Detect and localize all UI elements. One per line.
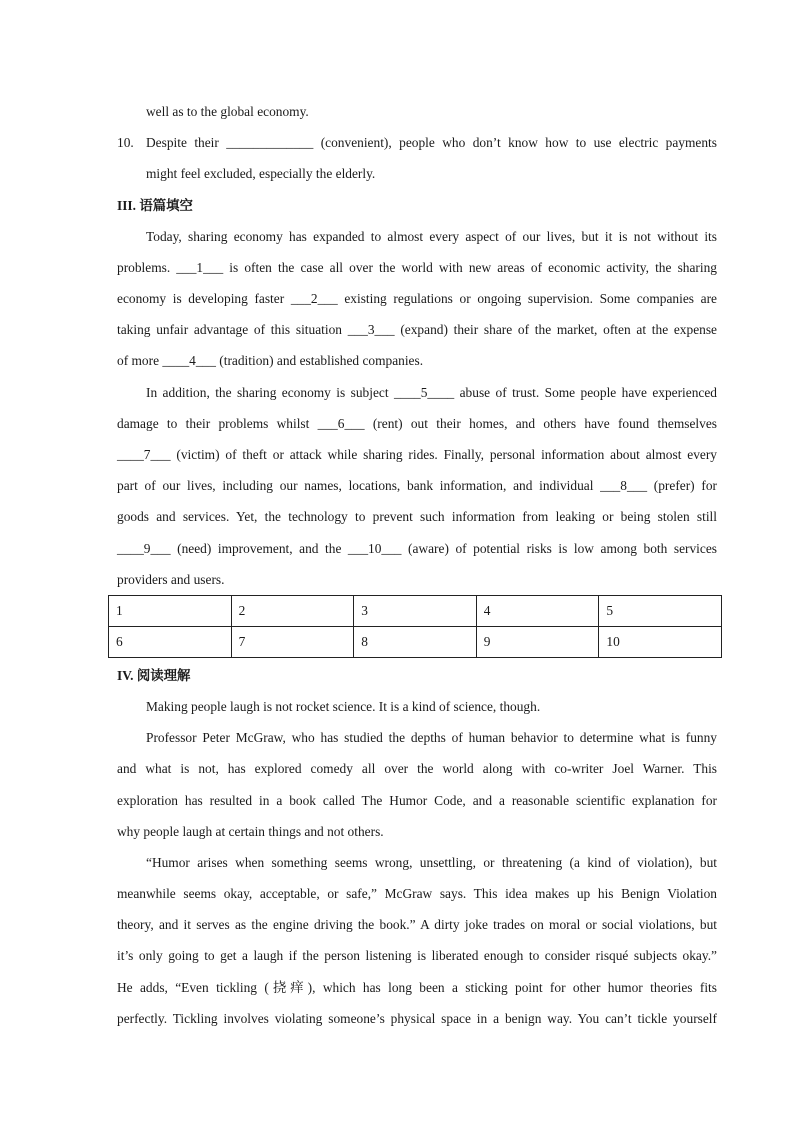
paragraph-line: problems. ___1___ is often the case all over the world with new areas of economic activity, the sharing xyxy=(117,260,717,275)
section-3-heading: III. 语篇填空 xyxy=(117,198,193,213)
paragraph-line: meanwhile seems okay, acceptable, or safe,” McGraw says. This idea makes up his Benign Violation xyxy=(117,886,717,901)
answer-cell[interactable]: 3 xyxy=(354,596,477,627)
paragraph-line: theory, and it serves as the engine driving the book.” A dirty joke trades on moral or social violations, but xyxy=(117,917,717,932)
paragraph-line: economy is developing faster ___2___ existing regulations or ongoing supervision. Some companies are xyxy=(117,291,717,306)
section-4-heading: IV. 阅读理解 xyxy=(117,668,191,683)
paragraph-line: and what is not, has explored comedy all over the world along with co-writer Joel Warner. This xyxy=(117,761,717,776)
paragraph-line: Today, sharing economy has expanded to almost every aspect of our lives, but it is not without its xyxy=(146,229,717,244)
paragraph-line: taking unfair advantage of this situation ___3___ (expand) their share of the market, often at the expense xyxy=(117,322,717,337)
paragraph-line: exploration has resulted in a book called The Humor Code, and a reasonable scientific explanation for xyxy=(117,793,717,808)
answer-cell[interactable]: 9 xyxy=(476,627,599,658)
paragraph-line: Professor Peter McGraw, who has studied the depths of human behavior to determine what is funny xyxy=(146,730,717,745)
answer-cell[interactable]: 5 xyxy=(599,596,722,627)
paragraph-line: providers and users. xyxy=(117,572,225,587)
answer-cell[interactable]: 8 xyxy=(354,627,477,658)
answer-table xyxy=(108,595,722,658)
answer-cell[interactable]: 6 xyxy=(109,627,232,658)
item-10-line-2: might feel excluded, especially the elderly. xyxy=(146,166,376,181)
table-row xyxy=(109,627,722,658)
paragraph-line: “Humor arises when something seems wrong, unsettling, or threatening (a kind of violation), but xyxy=(146,855,717,870)
paragraph-line: of more ____4___ (tradition) and established companies. xyxy=(117,353,424,368)
table-row xyxy=(109,596,722,627)
answer-cell[interactable]: 2 xyxy=(231,596,354,627)
item-9-continuation: well as to the global economy. xyxy=(146,104,309,119)
paragraph-line: He adds, “Even tickling (挠痒), which has long been a sticking point for other humor theories fits xyxy=(117,980,717,995)
paragraph-line: ____9___ (need) improvement, and the ___10___ (aware) of potential risks is low among both services xyxy=(117,541,717,556)
paragraph-line: Making people laugh is not rocket science. It is a kind of science, though. xyxy=(146,699,541,714)
paragraph-line: it’s only going to get a laugh if the person listening is liberated enough to consider risqué subjects okay.” xyxy=(117,948,717,963)
answer-cell[interactable]: 7 xyxy=(231,627,354,658)
paragraph-line: damage to their problems whilst ___6___ (rent) out their homes, and others have found themselves xyxy=(117,416,717,431)
answer-cell[interactable]: 10 xyxy=(599,627,722,658)
item-10-line-1: Despite their _____________ (convenient), people who don’t know how to use electric payments xyxy=(146,135,717,150)
paragraph-line: goods and services. Yet, the technology to prevent such information from leaking or being stolen still xyxy=(117,509,717,524)
paragraph-line: part of our lives, including our names, locations, bank information, and individual ___8___ (prefer) for xyxy=(117,478,717,493)
answer-cell[interactable]: 1 xyxy=(109,596,232,627)
item-10-number: 10. xyxy=(117,135,134,150)
paragraph-line: why people laugh at certain things and not others. xyxy=(117,824,384,839)
paragraph-line: ____7___ (victim) of theft or attack while sharing rides. Finally, personal information about almost every xyxy=(117,447,717,462)
paragraph-line: perfectly. Tickling involves violating someone’s physical space in a benign way. You can’t tickle yourself xyxy=(117,1011,717,1026)
paragraph-line: In addition, the sharing economy is subject ____5____ abuse of trust. Some people have experienced xyxy=(146,385,717,400)
answer-cell[interactable]: 4 xyxy=(476,596,599,627)
